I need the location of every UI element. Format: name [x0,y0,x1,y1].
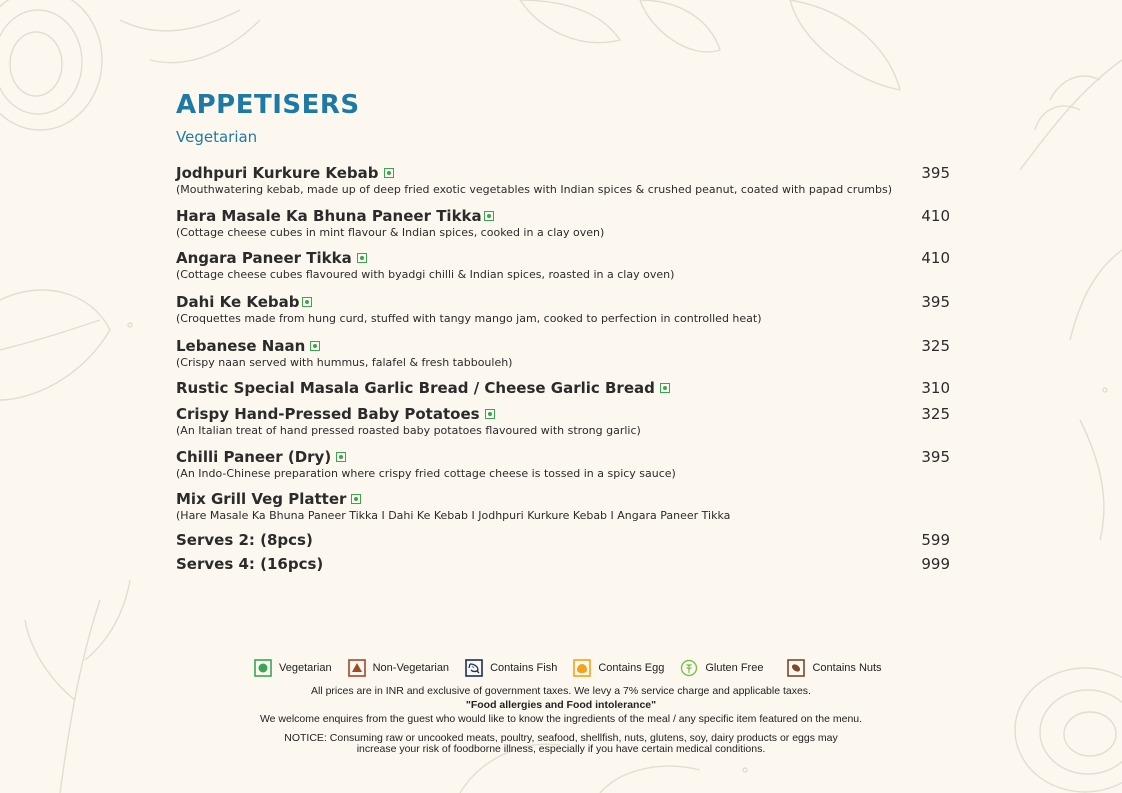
item-description: (Mouthwatering kebab, made up of deep fried exotic vegetables with Indian spices & crushed peanut, coated with papad crumbs) [176,183,893,196]
item-name: Mix Grill Veg Platter [176,490,347,508]
legend-label: Vegetarian [279,662,332,674]
menu-item [176,164,952,197]
non-vegetarian-icon [348,659,366,677]
nuts-icon [787,659,805,677]
serving-option [176,555,952,573]
item-name: Angara Paneer Tikka [176,249,352,267]
section-subtitle: Vegetarian [176,128,258,146]
legend-vegetarian [254,659,332,677]
item-description: (Cottage cheese cubes flavoured with byadgi chilli & Indian spices, roasted in a clay oven) [176,268,675,281]
item-description: (Crispy naan served with hummus, falafel & fresh tabbouleh) [176,356,513,369]
menu-item [176,405,952,438]
menu-item [176,448,952,481]
menu-item [176,337,952,370]
legend-label: Contains Nuts [812,662,882,674]
pricing-note: All prices are in INR and exclusive of government taxes. We levy a 7% service charge and applicable taxes. [311,685,811,697]
menu-item [176,293,952,326]
legend-fish [465,659,557,677]
item-name: Lebanese Naan [176,337,306,355]
legend-label: Contains Fish [490,662,558,674]
item-description: (Croquettes made from hung curd, stuffed with tangy mango jam, cooked to perfection in controlled heat) [176,312,762,325]
item-description: (Cottage cheese cubes in mint flavour & Indian spices, cooked in a clay oven) [176,226,605,239]
legend-non-vegetarian [348,659,449,677]
item-price: 325 [921,405,950,423]
item-price: 410 [921,207,950,225]
legend-nuts [787,659,881,677]
serving-label: Serves 2: (8pcs) [176,531,313,549]
item-name: Crispy Hand-Pressed Baby Potatoes [176,405,480,423]
legend-egg [573,659,664,677]
legend-label: Contains Egg [598,662,665,674]
serving-option [176,531,952,549]
vegetarian-icon [336,452,346,462]
item-price: 395 [921,164,950,182]
notice-line-1: NOTICE: Consuming raw or uncooked meats, poultry, seafood, shellfish, nuts, glutens, soy, dairy products or eggs may [284,732,838,744]
menu-item [176,249,952,282]
item-name: Dahi Ke Kebab [176,293,300,311]
vegetarian-icon [357,253,367,263]
serving-price: 999 [921,555,950,573]
menu-item [176,379,952,397]
enquiry-note: We welcome enquires from the guest who would like to know the ingredients of the meal / any specific item featured on the menu. [259,713,863,725]
item-name: Chilli Paneer (Dry) [176,448,332,466]
serving-label: Serves 4: (16pcs) [176,555,324,573]
vegetarian-icon [660,383,670,393]
item-price: 310 [921,379,950,397]
item-name: Rustic Special Masala Garlic Bread / Cheese Garlic Bread [176,379,655,397]
item-description: (Hare Masale Ka Bhuna Paneer Tikka I Dahi Ke Kebab I Jodhpuri Kurkure Kebab I Angara Paneer Tikka [176,509,731,522]
legend-label: Gluten Free [705,662,764,674]
item-price: 395 [921,293,950,311]
notice-line-2: increase your risk of foodborne illness, especially if you have certain medical conditions. [356,743,766,755]
item-price: 325 [921,337,950,355]
egg-icon [573,659,591,677]
item-name: Hara Masale Ka Bhuna Paneer Tikka [176,207,482,225]
section-title: APPETISERS [176,90,360,120]
vegetarian-icon [351,494,361,504]
item-price: 395 [921,448,950,466]
vegetarian-icon [302,297,312,307]
menu-item [176,207,952,240]
vegetarian-icon [254,659,272,677]
gluten-free-icon [680,659,698,677]
item-price: 410 [921,249,950,267]
menu-item [176,490,952,523]
dietary-legend [254,658,898,678]
legend-gluten-free [680,659,763,677]
serving-price: 599 [921,531,950,549]
vegetarian-icon [384,168,394,178]
vegetarian-icon [485,409,495,419]
item-description: (An Italian treat of hand pressed roasted baby potatoes flavoured with strong garlic) [176,424,641,437]
allergy-heading: "Food allergies and Food intolerance" [465,699,657,711]
vegetarian-icon [484,211,494,221]
vegetarian-icon [310,341,320,351]
fish-icon [465,659,483,677]
item-name: Jodhpuri Kurkure Kebab [176,164,379,182]
item-description: (An Indo-Chinese preparation where crispy fried cottage cheese is tossed in a spicy sauce) [176,467,676,480]
legend-label: Non-Vegetarian [372,662,450,674]
